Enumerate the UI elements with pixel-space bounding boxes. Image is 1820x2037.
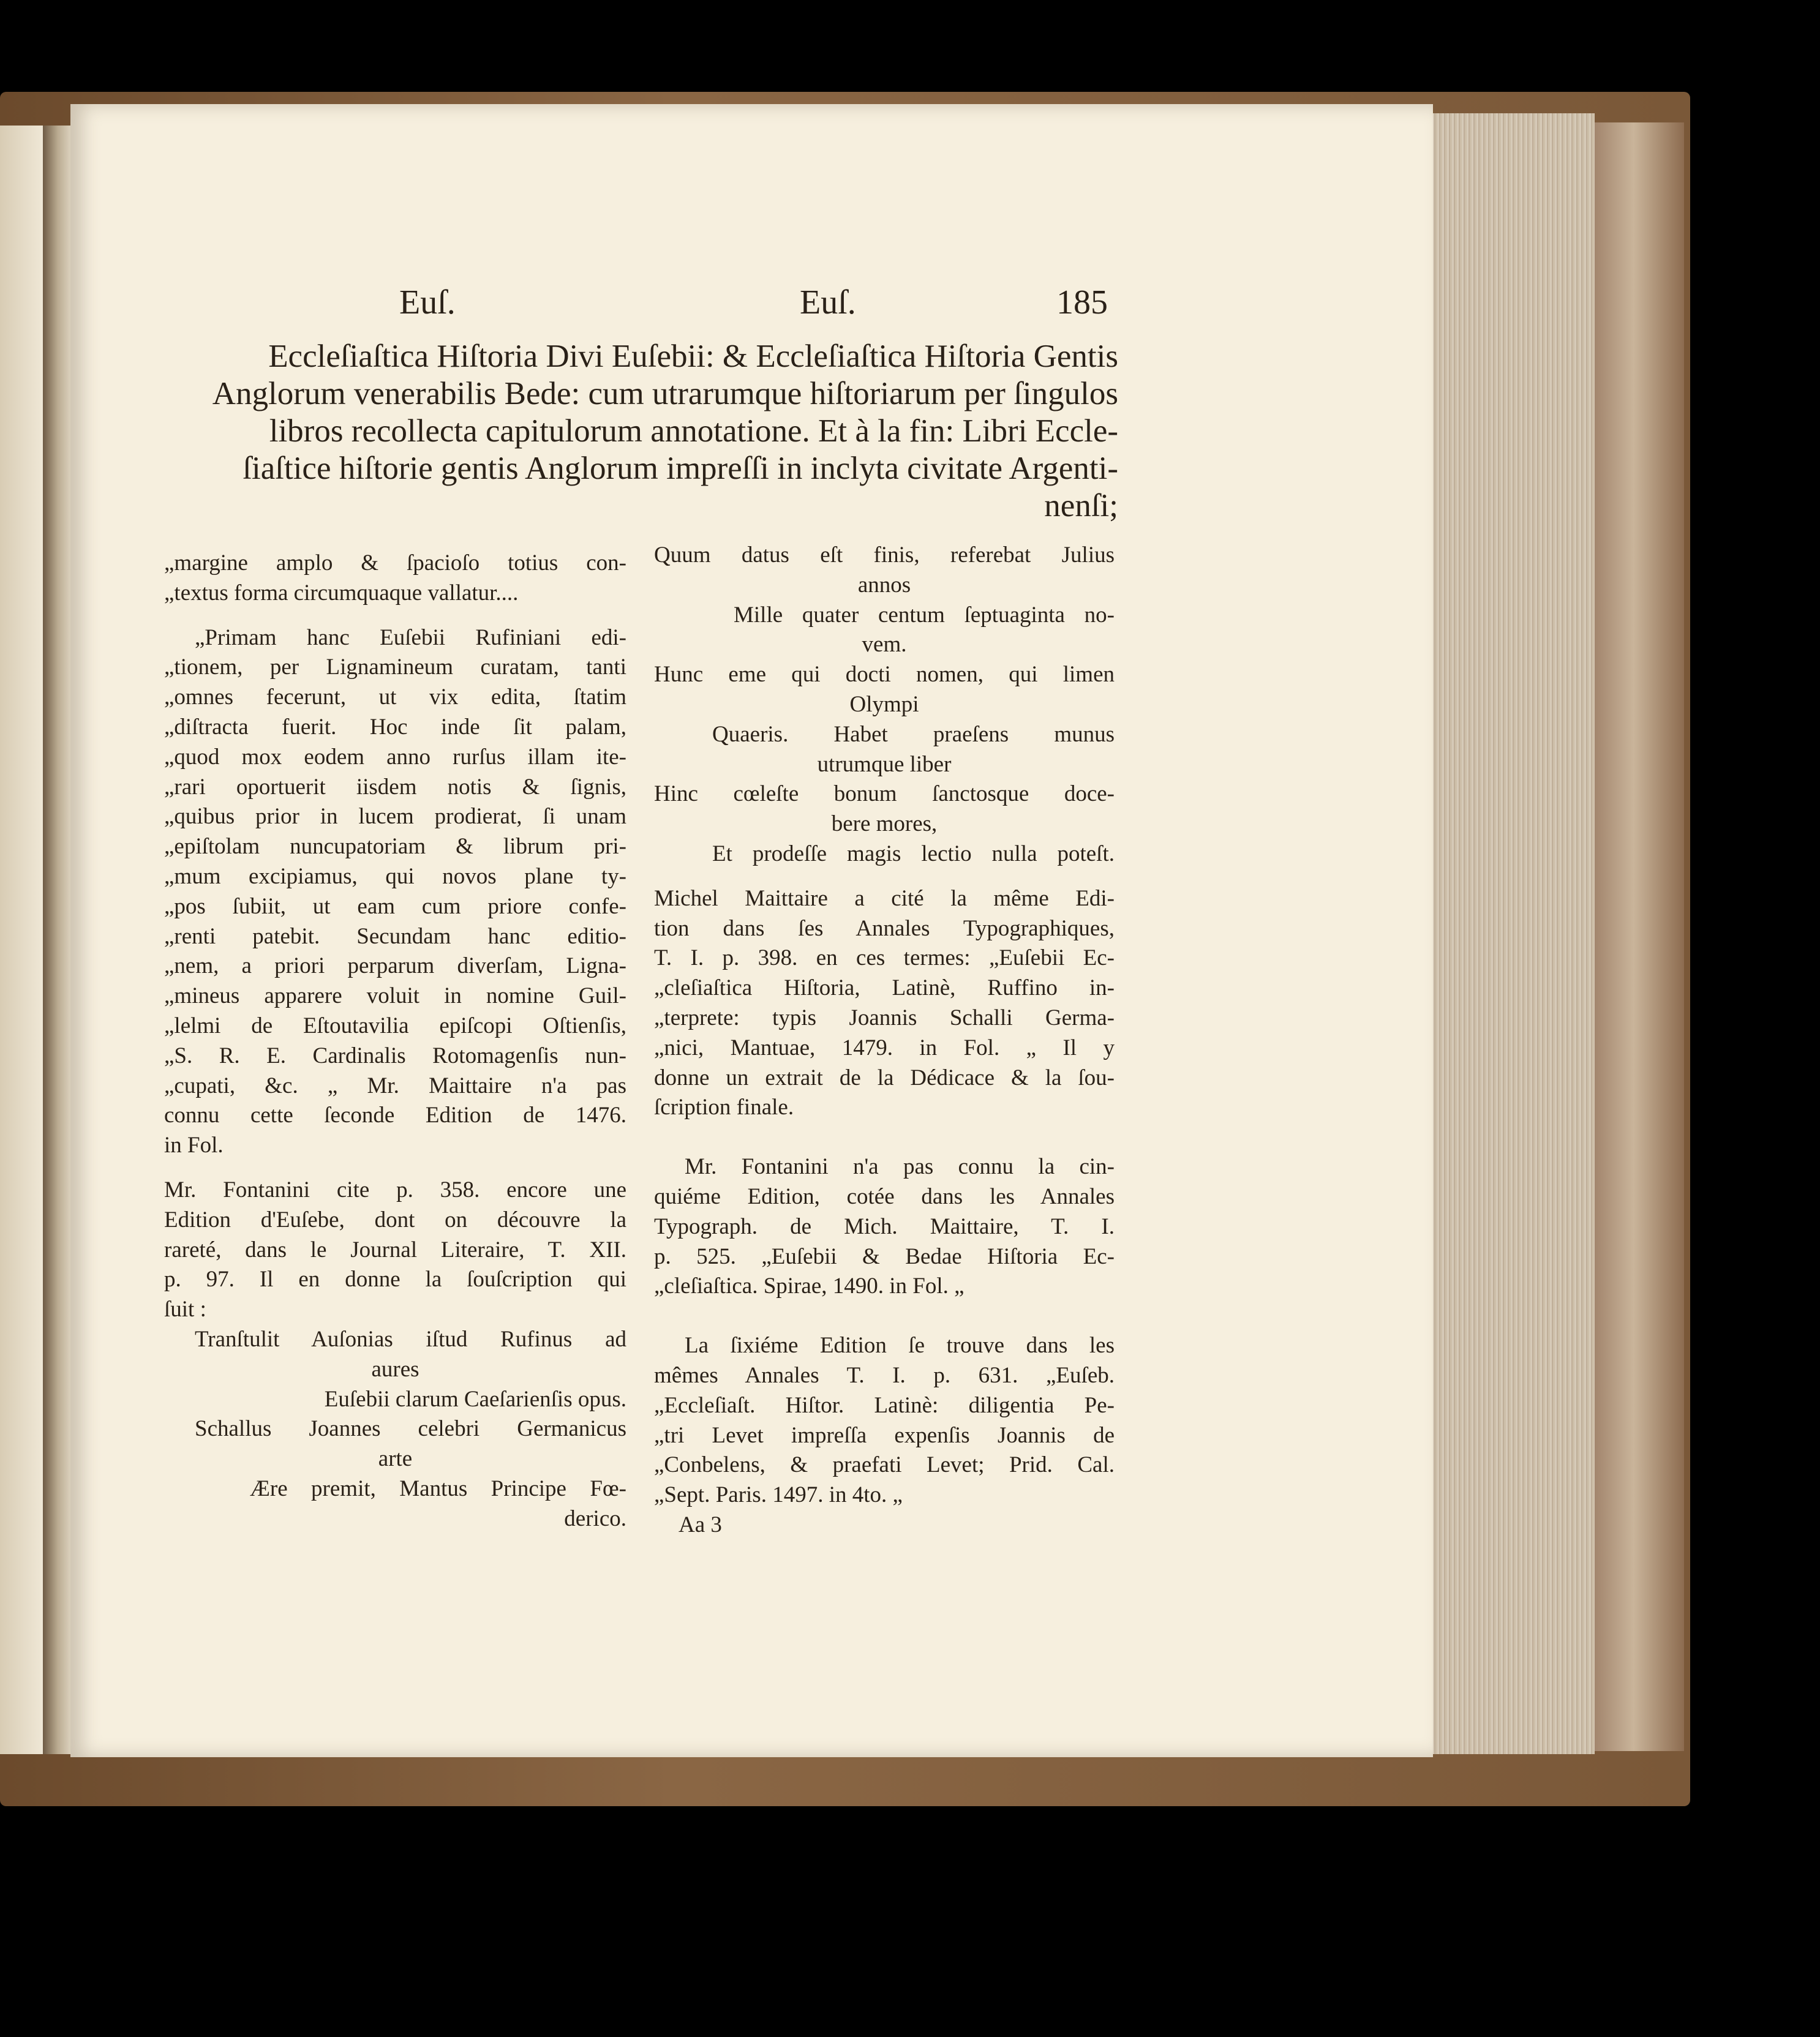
verse-line: Hunc eme qui docti nomen, qui limen <box>654 662 1115 688</box>
text-line: „rari oportuerit iisdem notis & ſignis, <box>164 774 626 800</box>
text-line: „renti patebit. Secundam hanc editio- <box>164 923 626 949</box>
text-line: p. 97. Il en donne la ſouſcription qui <box>164 1267 626 1292</box>
verse-line: Ære premit, Mantus Principe Fœ- <box>250 1476 626 1501</box>
title-line: Eccleſiaſtica Hiſtoria Divi Euſebii: & Eccleſiaſtica Hiſtoria Gentis <box>268 339 1118 374</box>
text-line: „nici, Mantuae, 1479. in Fol. „ Il y <box>654 1035 1115 1060</box>
text-line: rareté, dans le Journal Literaire, T. XII. <box>164 1237 626 1262</box>
text-line: „Eccleſiaſt. Hiſtor. Latinè: diligentia Pe- <box>654 1392 1115 1418</box>
text-line: „quibus prior in lucem prodierat, ſi unam <box>164 804 626 830</box>
text-line: „cupati, &c. „ Mr. Maittaire n'a pas <box>164 1073 626 1098</box>
text-line: ſuit : <box>164 1297 206 1322</box>
text-line: donne un extrait de la Dédicace & la ſou- <box>654 1065 1115 1090</box>
verse-line: bere mores, <box>831 811 938 837</box>
verse-line: aures <box>371 1356 419 1382</box>
title-line: ſiaſtice hiſtorie gentis Anglorum impreſſi in inclyta civitate Argenti- <box>243 451 1118 486</box>
text-line: „Conbelens, & praefati Levet; Prid. Cal. <box>654 1452 1115 1478</box>
verse-line: Tranſtulit Auſonias iſtud Rufinus ad <box>195 1326 626 1352</box>
verse-line: arte <box>378 1446 413 1472</box>
page-fore-edge <box>1430 113 1595 1754</box>
verse-line: annos <box>857 572 911 598</box>
text-line: „mum excipiamus, qui novos plane ty- <box>164 863 626 889</box>
text-line: „margine amplo & ſpacioſo totius con- <box>164 550 626 576</box>
running-head-left: Euſ. <box>399 283 456 321</box>
signature-mark: Aa 3 <box>679 1512 722 1537</box>
text-line: La ſixiéme Edition ſe trouve dans les <box>685 1333 1115 1359</box>
text-line: „cleſiaſtica. Spirae, 1490. in Fol. „ <box>654 1274 965 1299</box>
verse-line: Hinc cœleſte bonum ſanctosque doce- <box>654 781 1115 807</box>
text-line: „cleſiaſtica Hiſtoria, Latinè, Ruffino in- <box>654 975 1115 1001</box>
text-line: in Fol. <box>164 1133 224 1158</box>
text-line: „Sept. Paris. 1497. in 4to. „ <box>654 1482 903 1508</box>
text-line: „tionem, per Lignamineum curatam, tanti <box>164 655 626 680</box>
verse-line: Quaeris. Habet praeſens munus <box>712 721 1115 747</box>
text-line: „S. R. E. Cardinalis Rotomagenſis nun- <box>164 1043 626 1068</box>
text-line: T. I. p. 398. en ces termes: „Euſebii Ec- <box>654 945 1115 971</box>
verse-line: Euſebii clarum Caeſarienſis opus. <box>324 1386 626 1412</box>
text-line: Mr. Fontanini n'a pas connu la cin- <box>685 1154 1115 1180</box>
verse-line: Mille quater centum ſeptuaginta no- <box>734 602 1115 628</box>
text-line: tion dans ſes Annales Typographiques, <box>654 915 1115 941</box>
title-line: libros recollecta capitulorum annotatione. Et à la fin: Libri Eccle- <box>269 413 1118 449</box>
book-spine-edge <box>1592 122 1684 1751</box>
text-line: „terprete: typis Joannis Schalli Germa- <box>654 1005 1115 1030</box>
text-line: Michel Maittaire a cité la même Edi- <box>654 885 1115 911</box>
verse-line: utrumque liber <box>817 751 952 777</box>
running-head-center: Euſ. <box>800 283 856 321</box>
text-line: connu cette ſeconde Edition de 1476. <box>164 1103 626 1128</box>
text-line: „lelmi de Eſtoutavilia epiſcopi Oſtienſis, <box>164 1013 626 1038</box>
text-line: quiéme Edition, cotée dans les Annales <box>654 1184 1115 1209</box>
title-line: nenſi; <box>1044 488 1118 523</box>
text-line: Typograph. de Mich. Maittaire, T. I. <box>654 1214 1115 1239</box>
text-line: „quod mox eodem anno rurſus illam ite- <box>164 744 626 770</box>
text-line: „tri Levet impreſſa expenſis Joannis de <box>654 1422 1115 1448</box>
verse-line: Et prodeſſe magis lectio nulla poteſt. <box>712 841 1115 866</box>
text-line: „mineus apparere voluit in nomine Guil- <box>164 983 626 1009</box>
verse-line: Quum datus eſt finis, referebat Julius <box>654 542 1115 568</box>
text-line: Edition d'Euſebe, dont on découvre la <box>164 1207 626 1232</box>
title-line: Anglorum venerabilis Bede: cum utrarumque hiſtoriarum per ſingulos <box>212 376 1118 411</box>
text-line: „nem, a priori perparum diverſam, Ligna- <box>164 953 626 979</box>
text-line: „diſtracta fuerit. Hoc inde ſit palam, <box>164 714 626 740</box>
left-page-edge <box>0 126 43 1754</box>
text-line: ſcription finale. <box>654 1095 794 1120</box>
left-column <box>164 549 626 1534</box>
verse-line: derico. <box>564 1506 626 1531</box>
right-column <box>654 541 1115 1540</box>
verse-line: Schallus Joannes celebri Germanicus <box>195 1416 626 1442</box>
text-line: „textus forma circumquaque vallatur.... <box>164 580 519 606</box>
text-line: „Primam hanc Euſebii Rufiniani edi- <box>195 625 626 650</box>
text-line: mêmes Annales T. I. p. 631. „Euſeb. <box>654 1362 1115 1388</box>
text-line: Mr. Fontanini cite p. 358. encore une <box>164 1177 626 1202</box>
verse-line: Olympi <box>849 691 919 717</box>
verse-line: vem. <box>862 632 907 658</box>
text-line: „omnes fecerunt, ut vix edita, ſtatim <box>164 685 626 710</box>
entry-title <box>147 338 1118 525</box>
text-line: „epiſtolam nuncupatoriam & librum pri- <box>164 834 626 860</box>
page-number: 185 <box>1056 283 1108 321</box>
text-line: p. 525. „Euſebii & Bedae Hiſtoria Ec- <box>654 1244 1115 1269</box>
text-line: „pos ſubiit, ut eam cum priore confe- <box>164 893 626 919</box>
